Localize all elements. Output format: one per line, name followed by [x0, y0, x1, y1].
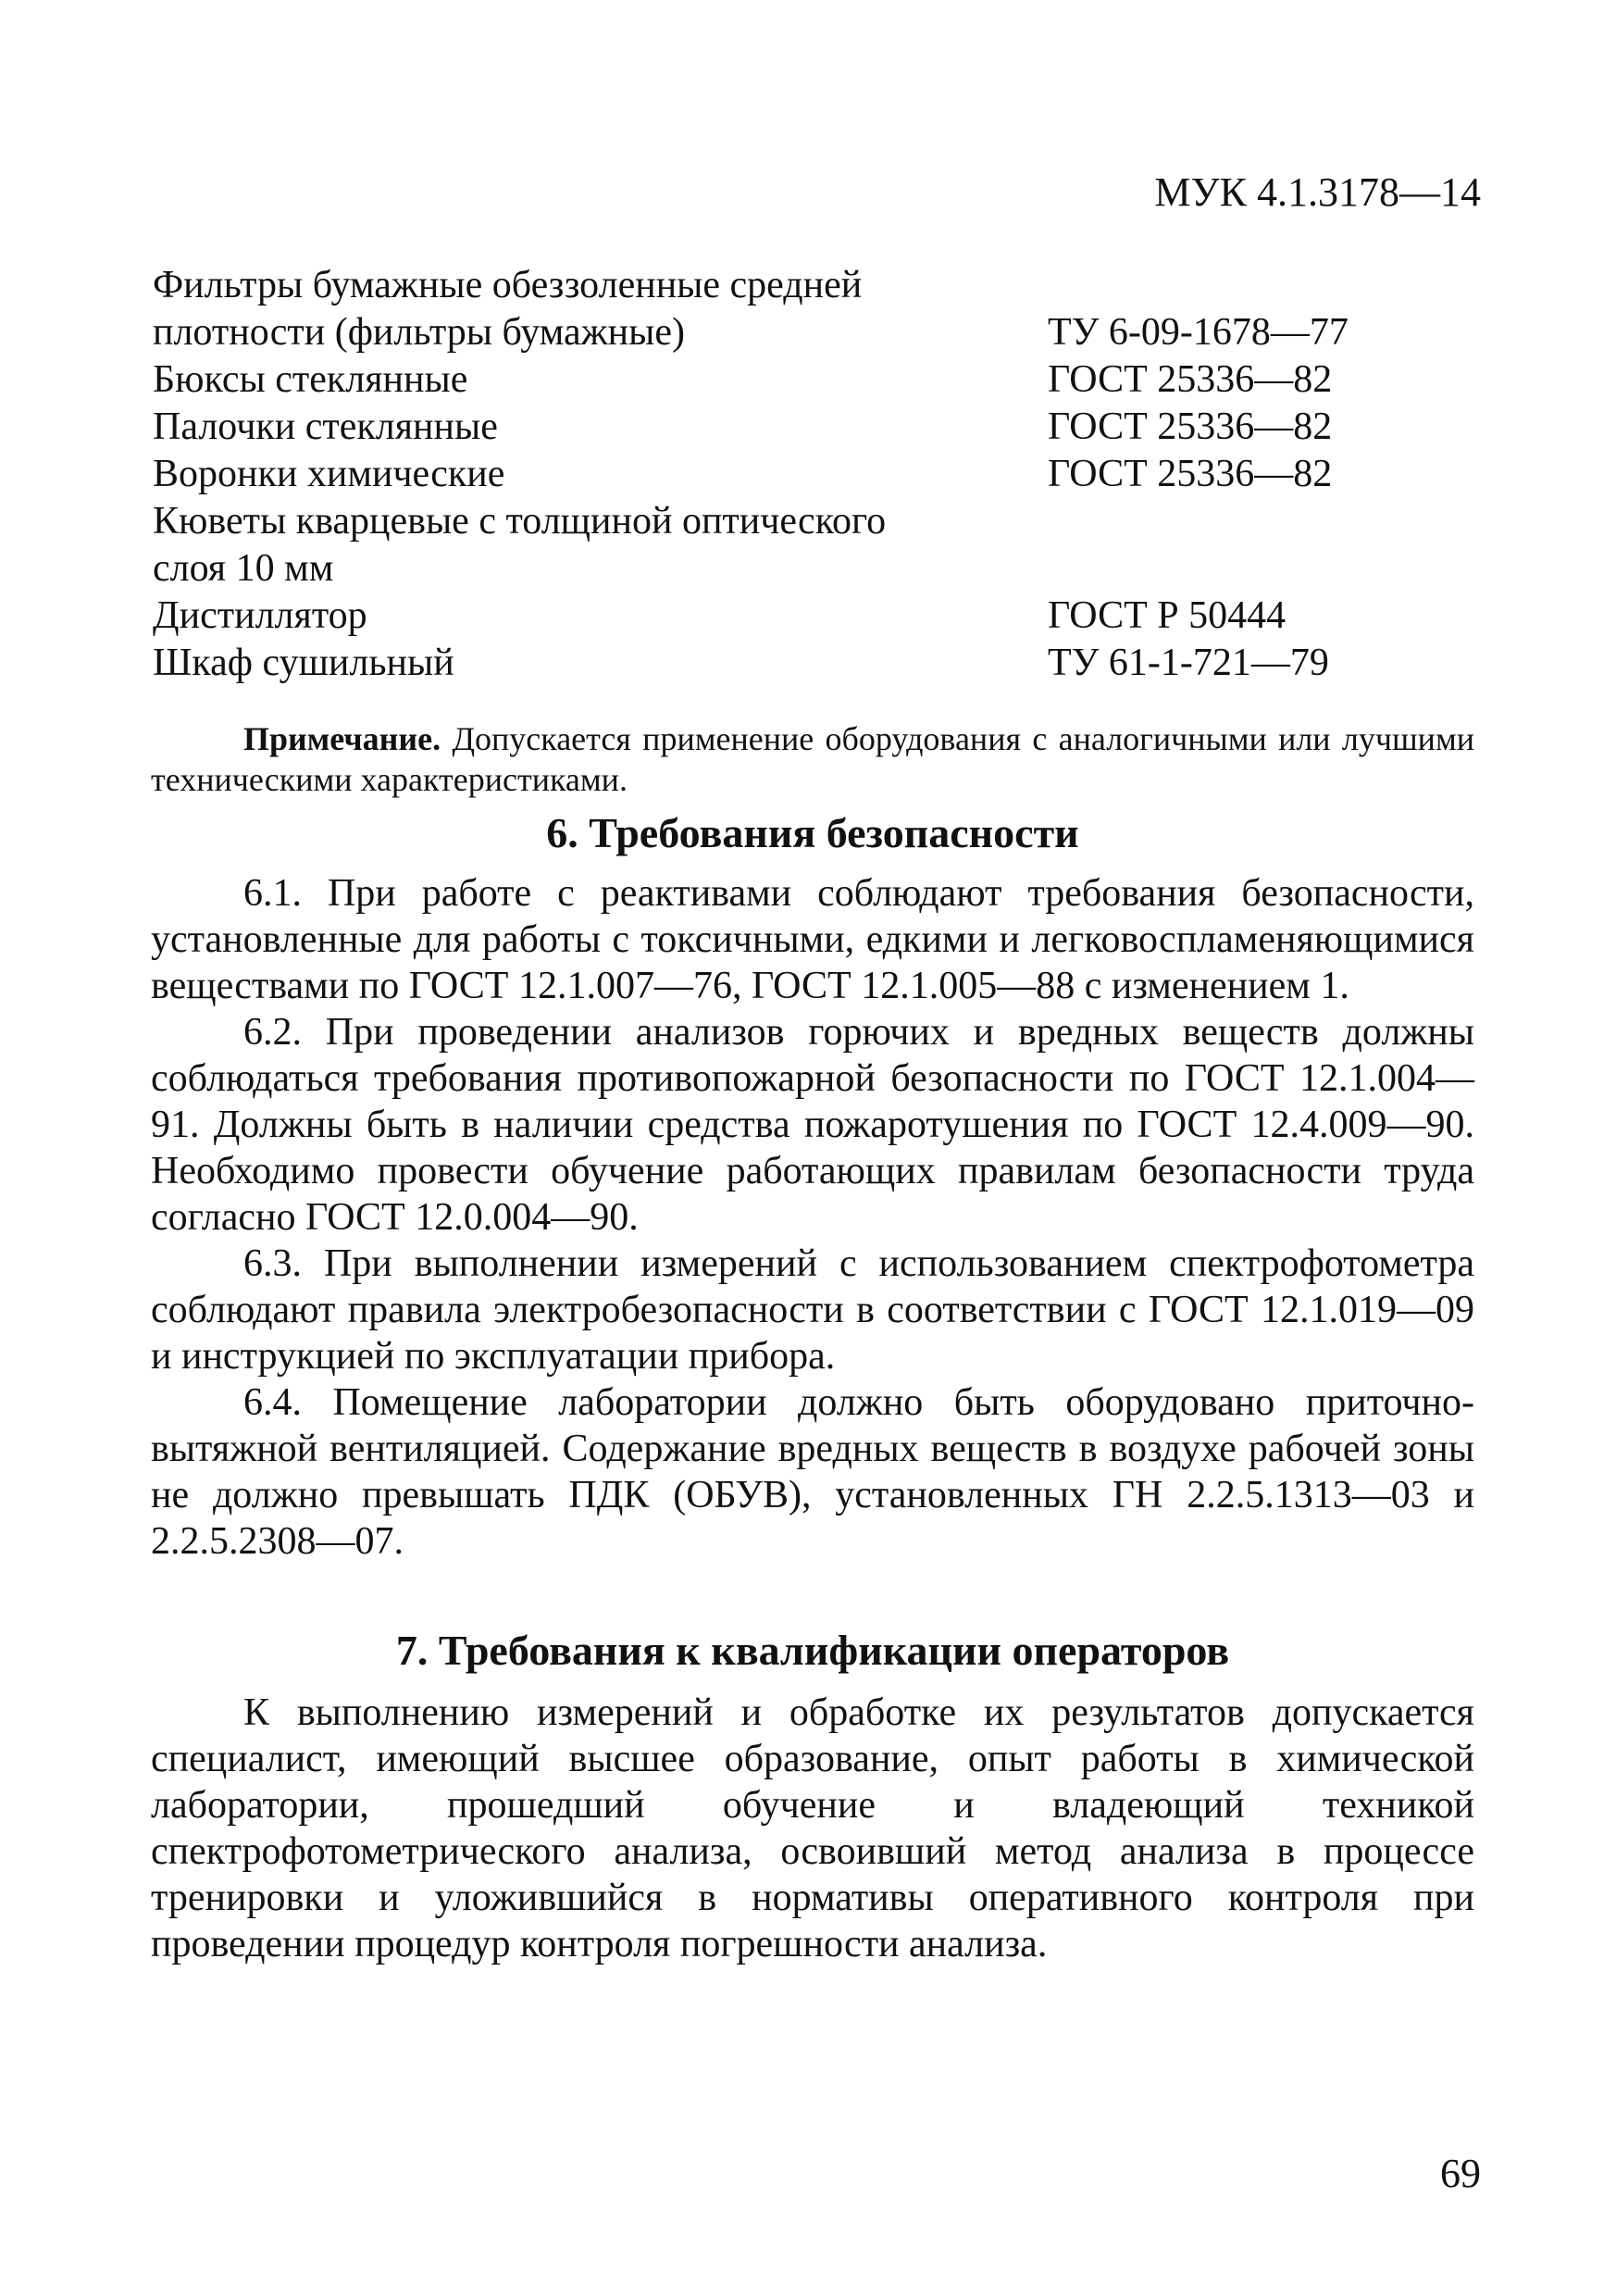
equipment-row — [153, 404, 1374, 451]
equipment-row — [153, 545, 1374, 593]
equipment-standard: ТУ 6-09-1678—77 — [1048, 311, 1349, 354]
equipment-row — [153, 262, 1374, 309]
equipment-standard: ТУ 61-1-721—79 — [1048, 642, 1329, 684]
equipment-row — [153, 309, 1374, 356]
paragraph-6-3: 6.3. При выполнении измерений с использованием спектрофотометра соблюдают правила электробезопасности в соответствии с ГОСТ 12.1.019—09 и инструкцией по эксплуатации прибора. — [151, 1242, 1474, 1378]
equipment-name: Дистиллятор — [153, 594, 367, 637]
equipment-name: Кюветы кварцевые с толщиной оптического — [153, 500, 887, 543]
equipment-row — [153, 356, 1374, 404]
equipment-name: Воронки химические — [153, 453, 505, 495]
equipment-name: слоя 10 мм — [153, 547, 334, 590]
paragraph-6-4: 6.4. Помещение лаборатории должно быть оборудовано приточно-вытяжной вентиляцией. Содержание вредных веществ в воздухе рабочей зоны не должно превышать ПДК (ОБУВ), установленных ГН 2.2.5.1313—03 и 2.2.5.2308—07. — [151, 1381, 1474, 1563]
section-6-body — [151, 870, 1474, 1565]
section-6-title: 6. Требования безопасности — [546, 809, 1079, 856]
page-number: 69 — [1440, 2151, 1481, 2196]
section-7-body — [151, 1690, 1474, 1967]
equipment-name: Фильтры бумажные обеззоленные средней — [153, 264, 863, 306]
equipment-standard: ГОСТ 25336—82 — [1048, 453, 1333, 495]
section-7-title: 7. Требования к квалификации операторов — [395, 1627, 1230, 1674]
document-code: МУК 4.1.3178—14 — [1154, 169, 1481, 215]
equipment-note — [151, 718, 1474, 800]
equipment-name: Бюксы стеклянные — [153, 358, 468, 401]
paragraph-7-1: К выполнению измерений и обработке их результатов допускается специалист, имеющий высшее образование, опыт работы в химической лаборатории, прошедший обучение и владеющий техникой спектрофотометрического анализа, освоивший метод анализа в процессе тренировки и уложившийся в нормативы оперативного контроля при проведении процедур контроля погрешности анализа. — [151, 1691, 1474, 1965]
equipment-row — [153, 498, 1374, 545]
equipment-name: Шкаф сушильный — [153, 642, 454, 684]
equipment-list — [153, 262, 1374, 687]
equipment-standard: ГОСТ Р 50444 — [1048, 594, 1287, 637]
equipment-row — [153, 451, 1374, 498]
equipment-standard: ГОСТ 25336—82 — [1048, 406, 1333, 448]
note-label: Примечание. — [243, 720, 441, 757]
equipment-standard: ГОСТ 25336—82 — [1048, 358, 1333, 401]
equipment-row — [153, 593, 1374, 640]
note-text: Допускается применение оборудования с аналогичными или лучшими техническими характеристиками. — [151, 720, 1474, 798]
equipment-name: плотности (фильтры бумажные) — [153, 311, 685, 354]
equipment-name: Палочки стеклянные — [153, 406, 498, 448]
equipment-row — [153, 640, 1374, 687]
paragraph-6-2: 6.2. При проведении анализов горючих и вредных веществ должны соблюдаться требования противопожарной безопасности по ГОСТ 12.1.004—91. Должны быть в наличии средства пожаротушения по ГОСТ 12.4.009—90. Необходимо провести обучение работающих правилам безопасности труда согласно ГОСТ 12.0.004—90. — [151, 1011, 1474, 1239]
paragraph-6-1: 6.1. При работе с реактивами соблюдают требования безопасности, установленные для работы с токсичными, едкими и легковоспламеняющимися веществами по ГОСТ 12.1.007—76, ГОСТ 12.1.005—88 с изменением 1. — [151, 872, 1474, 1007]
